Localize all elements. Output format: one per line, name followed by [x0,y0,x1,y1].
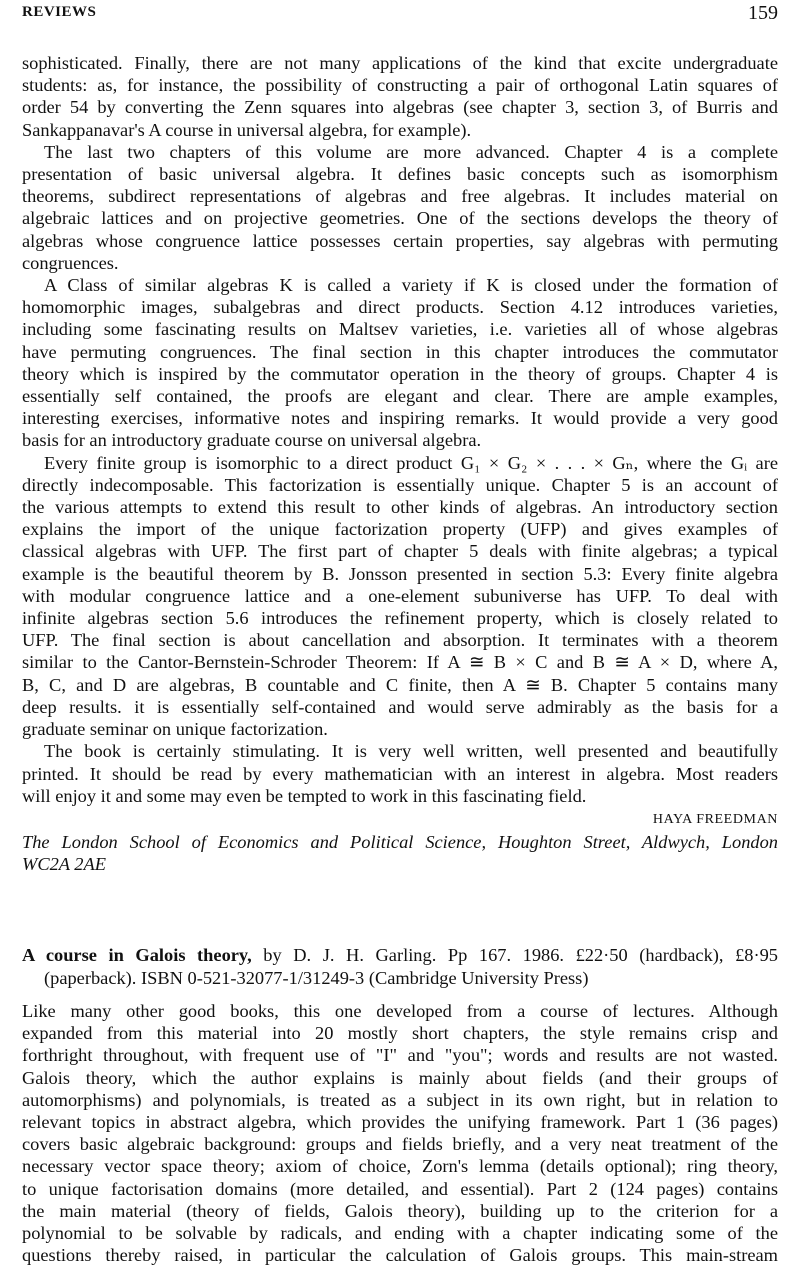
text-line: essentially self contained, the proofs are elegant and clear. There are ample examples, [22,386,778,407]
text-line: algebras whose congruence lattice possesses certain properties, say algebras with permuting [22,230,778,251]
text-line: order 54 by converting the Zenn squares into algebras (see chapter 3, section 3, of Burris and [22,97,778,118]
text-line: forthright throughout, with frequent use of "I" and "you"; words and results are not wasted. [22,1045,778,1066]
text-line: directly indecomposable. This factorization is essentially unique. Chapter 5 is an account of [22,474,778,495]
text-line: classical algebras with UFP. The first part of chapter 5 deals with finite algebras; a typical [22,541,778,562]
text-line: A Class of similar algebras K is called a variety if K is closed under the formation of [44,275,778,296]
text-line: interesting exercises, informative notes and inspiring remarks. It would provide a very good [22,408,778,429]
text-line: with modular congruence lattice and a one-element subuniverse has UFP. To deal with [22,585,778,606]
text-line: necessary vector space theory; axiom of choice, Zorn's lemma (details optional); ring theory, [22,1156,778,1177]
text-line: UFP. The final section is about cancellation and absorption. It terminates with a theorem [22,630,778,651]
review-heading-galois [22,944,778,990]
text-line: The last two chapters of this volume are more advanced. Chapter 4 is a complete [44,141,778,162]
text-line: Sankappanavar's A course in universal algebra, for example). [22,119,472,140]
text-line: basis for an introductory graduate course on universal algebra. [22,430,482,451]
text-line: congruences. [22,252,119,273]
text-line: The book is certainly stimulating. It is very well written, well presented and beautifully [44,741,778,762]
text-line: relevant topics in abstract algebra, which provides the unifying framework. Part 1 (36 pages) [22,1112,778,1133]
text-line: printed. It should be read by every mathematician with an interest in algebra. Most readers [22,763,778,784]
text-line: presentation of basic universal algebra. It defines basic concepts such as isomorphism [22,164,778,185]
text-line: the various attempts to extend this result to other kinds of algebras. An introductory section [22,497,778,518]
text-line: theorems, subdirect representations of algebras and free algebras. It includes material on [22,186,778,207]
text-line: example is the beautiful theorem by B. Jonsson presented in section 5.3: Every finite algebra [22,563,778,584]
book-title: A course in Galois theory, [22,945,252,965]
review-galois-body [22,1000,778,1266]
text-line: Every finite group is isomorphic to a direct product G₁ × G₂ × . . . × Gₙ, where the Gᵢ are [44,452,778,473]
book-details: by D. J. H. Garling. Pp 167. 1986. £22·50 (hardback), £8·95 [251,945,778,965]
text-line: similar to the Cantor-Bernstein-Schroder Theorem: If A ≅ B × C and B ≅ A × D, where A, [22,652,778,673]
text-line: have permuting congruences. The final section in this chapter introduces the commutator [22,341,778,362]
book-details-cont: (paperback). ISBN 0-521-32077-1/31249-3 (Cambridge University Press) [44,968,589,988]
review-freedman [22,52,778,875]
text-line: graduate seminar on unique factorization. [22,719,328,740]
reviewer-affiliation: The London School of Economics and Political Science, Houghton Street, Aldwych, London [22,831,778,852]
text-line: homomorphic images, subalgebras and direct products. Section 4.12 introduces varieties, [22,297,778,318]
running-head: REVIEWS [22,4,97,20]
text-line: algebraic lattices and on projective geometries. One of the sections develops the theory of [22,208,778,229]
reviewer-name: HAYA FREEDMAN [652,811,778,827]
text-line: expanded from this material into 20 mostly short chapters, the style remains crisp and [22,1023,778,1044]
text-line: deep results. it is essentially self-contained and would serve admirably as the basis for a [22,696,778,717]
text-line: Galois theory, which the author explains is mainly about fields (and their groups of [22,1067,778,1088]
text-line: sophisticated. Finally, there are not many applications of the kind that excite undergraduate [22,53,778,73]
text-line: automorphisms) and polynomials, is treated as a subject in its own right, but in relation to [22,1089,778,1110]
text-line: including some fascinating results on Maltsev varieties, i.e. varieties all of whose algebras [22,319,778,340]
text-line: polynomial to be solvable by radicals, and ending with a chapter indicating some of the [22,1223,778,1244]
text-line: students: as, for instance, the possibility of constructing a pair of orthogonal Latin squares of [22,75,778,96]
page-header [22,4,778,28]
text-line: B, C, and D are algebras, B countable and C finite, then A ≅ B. Chapter 5 contains many [22,674,778,695]
reviewer-affiliation-postcode: WC2A 2AE [22,854,106,875]
text-line: covers basic algebraic background: groups and fields briefly, and a very neat treatment of the [22,1134,778,1155]
text-line: questions thereby raised, in particular the calculation of Galois groups. This main-stream [22,1245,778,1266]
page-number: 159 [748,2,778,24]
text-line: the main material (theory of fields, Galois theory), building up to the criterion for a [22,1200,778,1221]
text-line: will enjoy it and some may even be tempted to work in this fascinating field. [22,785,587,806]
text-line: explains the import of the unique factorization property (UFP) and gives examples of [22,519,778,540]
text-line: to unique factorisation domains (more detailed, and essential). Part 2 (124 pages) contains [22,1178,778,1199]
text-line: infinite algebras section 5.6 introduces the refinement property, which is closely related to [22,608,778,629]
text-line: theory which is inspired by the commutator operation in the theory of groups. Chapter 4 is [22,363,778,384]
text-line: Like many other good books, this one developed from a course of lectures. Although [22,1001,778,1021]
